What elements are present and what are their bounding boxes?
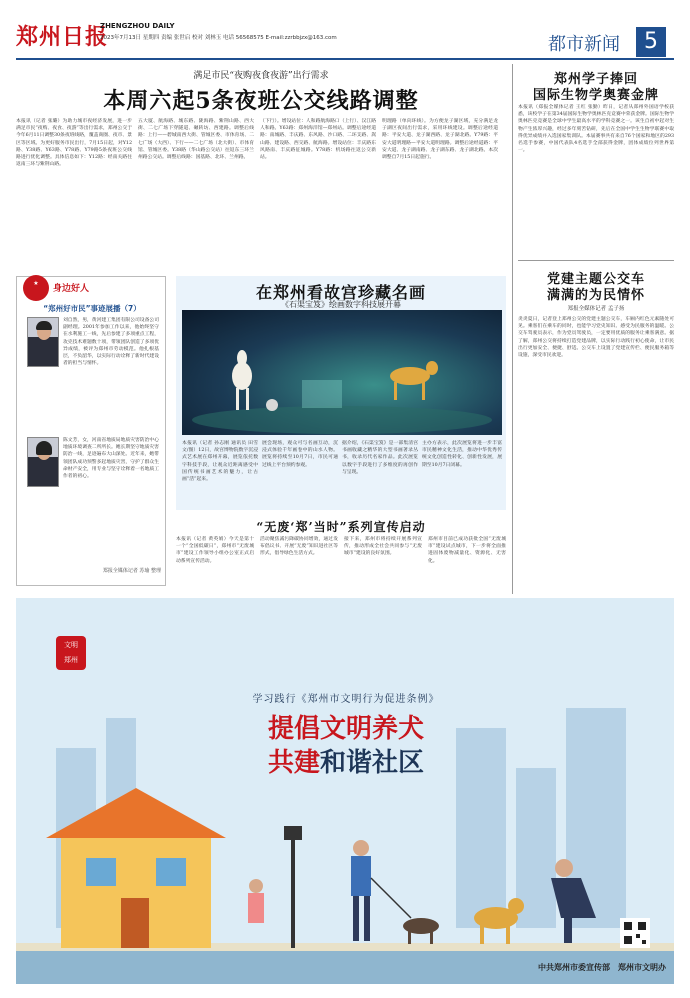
sidebar-title[interactable]: “郑州好市民”事迹展播（7） [43,304,141,313]
poster-title-line-1: 提倡文明养犬 [267,714,424,744]
civilization-poster [16,598,674,984]
lead-kicker: 满足市民“夜购夜食夜游”出行需求 [193,71,329,81]
good-citizen-sidebar [16,276,166,586]
feature-column-1: 本报讯（记者 孙志刚 通讯员 田雪 文/图）12日，故宫博物院数字沉浸式艺术展在郑州开幕，展览依托数字科技手段，让观众近距离感受中国传统书画艺术的魅力，让古画“活”起来。 [182,441,258,483]
museum-exhibit-photo [182,310,502,435]
campaign-column-2: 活动聚焦减污降碳协同增效，通过发布倡议书、开展“无废”知识进社区等形式，倡导绿色生活方式。 [260,537,338,557]
newspaper-english-name: ZHENGZHOU DAILY [100,22,175,30]
right-story-2-byline: 郑报全媒体记者 孟子扬 [567,306,625,312]
person-bio-2: 陈文芳，女，河南省地质局地质灾害防治中心地质环境调查二所所长。她长期坚守地质灾害防治一线，足迹遍布大山深处。近年来，她带领团队成功预警多起地质灾害，守护了群众生命财产安全，用专业与坚守诠释着一名地质工作者的初心。 [63,438,159,480]
masthead-rule [16,58,674,60]
feature-headline[interactable]: 在郑州看故宫珍藏名画 [255,283,426,302]
person-bio-1: 刘自然，男，黄河建工集团有限公司设备公司副经理。2001年参加工作以来，他始终坚守在水利施工一线，先后参建了多项重点工程，攻克技术难题数十项，带领团队创造了多项优异成绩，被评为郑州市劳动模范。他扎根基层，不负韶华，以实际行动诠释了新时代建设者的担当与情怀。 [63,318,159,367]
lead-headline[interactable]: 本周六起5条夜班公交线路调整 [103,88,419,114]
sidebar-tag-label: 身边好人 [53,284,90,294]
poster-tagline: 学习践行《郑州市文明行为促进条例》 [252,694,440,705]
feature-column-4: 主办方表示，此次展览将进一步丰富市民精神文化生活，推动中华优秀传统文化创造性转化、创新性发展，展期至10月7日闭幕。 [422,441,502,468]
right-story-2-body: 炎炎夏日，记者登上郑州公交的党建主题公交车，车厢内红色元素随处可见。乘客们在乘车的同时，也能学习党史知识、感受为民服务的温暖。公交车驾驶员表示，作为党员驾驶员，一定要用优质的服务让乘客满意。据了解，郑州公交将持续打造党建品牌，以实际行动践行初心使命，让市民出行更加安全、便捷、舒适。公交车上设置了党建宣传栏、便民服务箱等设施，深受市民欢迎。 [518,317,674,359]
person-photo-2 [27,437,59,487]
section-title: 都市新闻 [548,34,620,55]
civilization-badge: 文明 郑州 [56,636,86,670]
right-story-2-headline-line-2[interactable]: 满满的为民情怀 [546,288,645,303]
poster-footer: 中共郑州市委宣传部 郑州市文明办 [538,963,666,972]
community-scene-icon [16,768,674,984]
feature-column-2: 展会现场，观众可与名画互动，沉浸式体验千年画卷中的山水人物。展览将持续至10月7日，市民可通过线上平台预约参观。 [262,441,338,468]
column-divider [512,64,513,594]
poster-title-dark-part: 和谐社区 [320,748,425,778]
campaign-column-4: 郑州市目前已成功获批全国“无废城市”建设试点城市，下一步将全面推进固体废物减量化、资源化、无害化。 [428,537,506,564]
right-story-1-headline-line-1[interactable]: 郑州学子捧回 [553,72,638,87]
feature-subhead: 《石渠宝笈》绘画数字科技展开幕 [281,300,401,309]
masthead-info-line: 2023年7月13日 星期四 责编 张世启 校对 刘林玉 电话 56568575 E-mail:zzrbbjzx@163.com [100,35,337,41]
poster-title-red-part: 共建 [267,748,320,778]
sidebar-tag-badge: ★ [23,275,49,301]
campaign-column-1: 本报讯（记者 黄英娟）今天是第十一个“全国低碳日”，郑州市“无废城市”建设工作领导小组办公室正式启动系列宣传活动。 [176,537,254,564]
sidebar-editor: 郑报全媒体记者 苏瑜 整理 [102,568,161,574]
right-story-2-headline-line-1[interactable]: 党建主题公交车 [546,272,645,287]
right-story-1-body: 本报讯（郑报全媒体记者 王红 张勤）昨日，记者从郑州外国语学校获悉，该校学子在第34届国际生物学奥林匹克竞赛中荣获金牌。国际生物学奥林匹克竞赛是全球中学生最高水平的学科竞赛之一。该生自初中起对生物产生浓厚兴趣，经过多年刻苦钻研，先后在全国中学生生物学联赛中取得优异成绩并入选国家集训队。本届赛事共有来自76个国家和地区的293名选手参赛，中国代表队4名选手全部获得金牌，团体成绩位列世界第一。 [518,105,674,154]
campaign-headline[interactable]: “无废‘郑’当时”系列宣传启动 [256,520,426,534]
exhibit-scene-icon [182,310,502,435]
lead-column-3: （下行）。增设站位：人和路航海路口（上行）、汉江路人和路。Y63路：郑州海洋馆—郑州站。调整后途经道路：南城路、丰庆路、东风路、沙口路、二环支路、嵩山路、建设路、西交路、航海路。增设站位：丰庆路东风路南、丰庆路征城路。Y78路：机场路往返公交新站。 [260,119,376,161]
lead-column-2: 五大厦、航海路、城东路、陇海路、紫荆山路、西大街、二七广场下穿隧道、碾转坊、西建路。调整后线路：上行——碧城南西大街、管城区委、市体育场、二七广场（大西）、下行——二七广场（北大街）、市体育馆、管城区委。Y38路（华山路公交站）往返东三环兰州路公交站。调整后线路：国基路、北环、兰州路。 [138,119,254,161]
page-number-badge: 5 [636,27,666,57]
person-hair-icon [36,441,52,455]
feature-column-3: 据介绍，《石渠宝笈》是一部集清宫书画收藏之精华的大型书画著录丛书，收录历代名家作品。此次展览以数字手段进行了多维度的再创作与呈现。 [342,441,418,475]
right-divider [518,260,674,261]
right-story-1-headline-line-2[interactable]: 国际生物学奥赛金牌 [532,88,659,103]
lead-column-4: 明理路（单向环线）。为方便龙子湖区域，充分满足龙子湖区夜间出行需求，采用环线建设。调整后途经道路：平安大道、龙子湖西路、龙子湖北路。Y79路：平安大道明理路—平安大道明理路。调整后途经道路：平安大道、龙子湖南路、龙子湖东路、龙子湖北路。本次调整自7月15日起施行。 [382,119,498,161]
campaign-column-3: 接下来，郑州市将持续开展系列宣传，推动形成全社会共同参与“无废城市”建设的良好氛围。 [344,537,422,557]
person-hair-icon [36,321,52,330]
lead-column-1: 本报讯（记者 张璐）为助力城市夜经济发展，进一步满足市民“夜购、夜食、夜游”等出行需求，郑州公交于今年6月11日调整30条夜班线路，覆盖商圈、夜市、景区等区域。为更好服务市民出行，7月15日起，对Y12路、Y38路、Y63路、Y78路、Y79路5条夜班公交线路进行优化调整。具体信息如下：Y12路：经南关路往返南三环与紫荆山路。 [16,119,132,168]
person-photo-1 [27,317,59,367]
newspaper-logo: 郑州日报 [16,24,109,50]
